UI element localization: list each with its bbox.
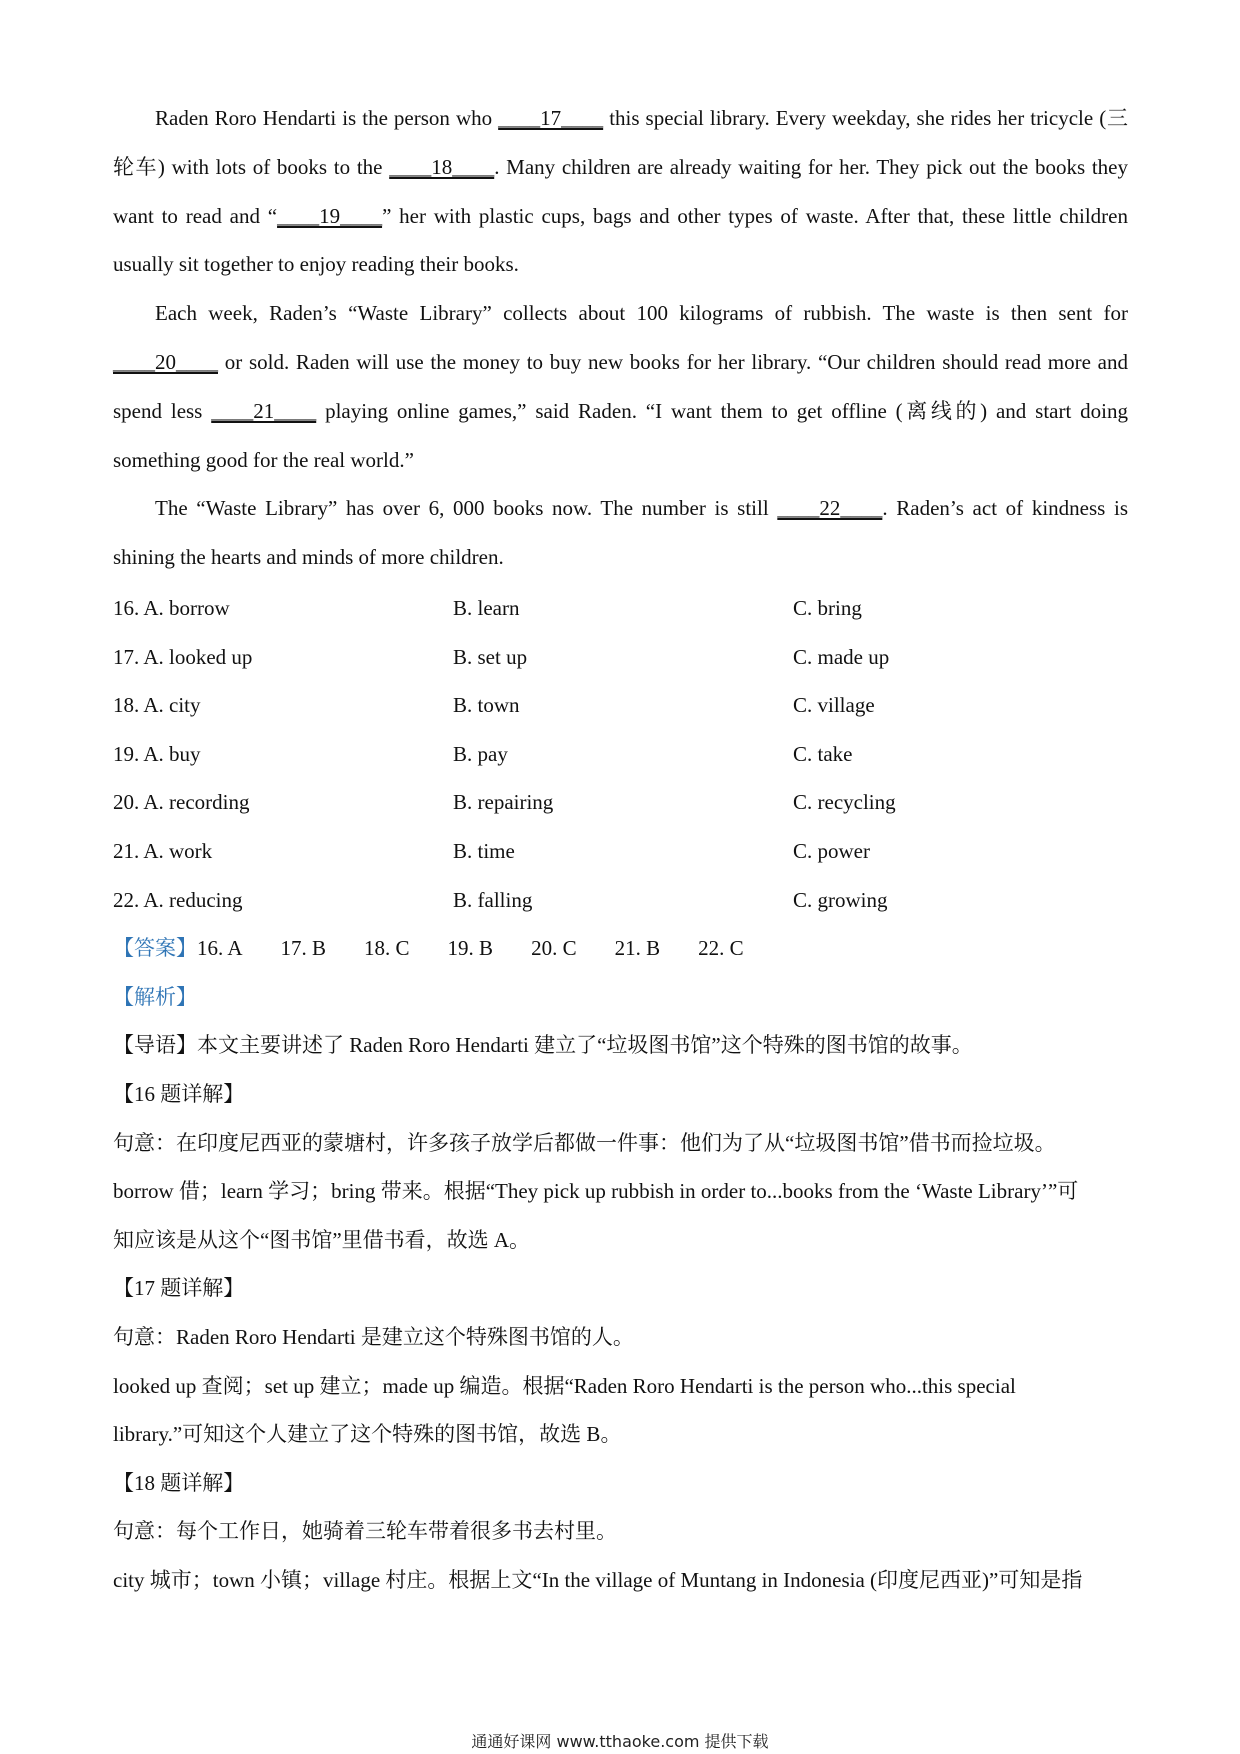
q18-heading: 【18 题详解】 — [113, 1470, 245, 1495]
option-c: C. recycling — [793, 790, 896, 815]
option-row — [113, 730, 1128, 779]
option-a: 20. A. recording — [113, 790, 250, 815]
blank-21: ____21____ — [211, 398, 317, 423]
q18-line: 句意：每个工作日，她骑着三轮车带着很多书去村里。 — [113, 1519, 617, 1544]
passage-text: Each week, Raden’s “Waste Library” collects about 100 kilograms of rubbish. The waste is then sent for — [155, 301, 1128, 326]
option-c: C. village — [793, 693, 875, 718]
option-c: C. made up — [793, 644, 890, 669]
option-row — [113, 778, 1128, 827]
option-row — [113, 876, 1128, 925]
q17-line: library.”可知这个人建立了这个特殊的图书馆，故选 B。 — [113, 1422, 622, 1447]
passage — [113, 94, 1128, 582]
option-b: B. town — [453, 693, 520, 718]
q17-line: 句意：Raden Roro Hendarti 是建立这个特殊图书馆的人。 — [113, 1324, 634, 1349]
passage-paragraph-2 — [113, 289, 1128, 484]
option-c: C. power — [793, 838, 870, 863]
q16-line: 知应该是从这个“图书馆”里借书看，故选 A。 — [113, 1227, 531, 1252]
option-b: B. time — [453, 838, 515, 863]
option-row — [113, 827, 1128, 876]
answer-item: 19. B — [447, 936, 494, 961]
passage-text: ” her with plastic cups, bags and other types of waste. After that, these little children usually sit together to enjoy reading their books. — [113, 203, 1128, 277]
answer-item: 17. B — [280, 936, 327, 961]
option-c: C. take — [793, 741, 853, 766]
answer-label: 【答案】 — [113, 936, 197, 961]
option-a: 21. A. work — [113, 838, 213, 863]
blank-17: ____17____ — [498, 106, 604, 130]
answer-item: 22. C — [698, 936, 744, 961]
guide-text: 【导语】本文主要讲述了 Raden Roro Hendarti 建立了“垃圾图书馆”这个特殊的图书馆的故事。 — [113, 1033, 973, 1058]
q17-heading: 【17 题详解】 — [113, 1276, 245, 1301]
option-a: 18. A. city — [113, 693, 201, 718]
passage-text: or sold. Raden will use the money to buy new books for her library. “Our children should read more and spend less — [113, 349, 1128, 423]
answer-item: 21. B — [614, 936, 661, 961]
option-a: 22. A. reducing — [113, 887, 243, 912]
passage-text: this special library. Every weekday, she rides her tricycle (三轮车) with lots of books to the — [113, 106, 1128, 179]
option-b: B. set up — [453, 644, 528, 669]
option-b: B. learn — [453, 596, 520, 620]
passage-text: The “Waste Library” has over 6, 000 books now. The number is still — [155, 496, 778, 521]
q16-line: borrow 借；learn 学习；bring 带来。根据“They pick up rubbish in order to...books from the ‘Waste Library’”可 — [113, 1179, 1079, 1204]
passage-paragraph-3 — [113, 484, 1128, 582]
options-list — [113, 584, 1128, 1604]
q18-line: city 城市；town 小镇；village 村庄。根据上文“In the village of Muntang in Indonesia (印度尼西亚)”可知是指 — [113, 1567, 1083, 1592]
option-a: 19. A. buy — [113, 741, 201, 766]
option-c: C. growing — [793, 887, 888, 912]
passage-paragraph-1 — [113, 94, 1128, 289]
footer-credit: 通通好课网 www.tthaoke.com 提供下载 — [471, 1732, 769, 1751]
blank-22: ____22____ — [777, 496, 883, 521]
blank-19: ____19____ — [277, 203, 383, 228]
option-row — [113, 681, 1128, 730]
option-b: B. pay — [453, 741, 508, 766]
option-a: 16. A. borrow — [113, 596, 230, 620]
blank-20: ____20____ — [113, 349, 218, 374]
answer-line — [113, 924, 1128, 973]
passage-text: Raden Roro Hendarti is the person who — [155, 106, 499, 130]
q16-heading: 【16 题详解】 — [113, 1081, 245, 1106]
answer-item: 16. A — [197, 936, 243, 961]
option-row — [113, 633, 1128, 682]
option-row — [113, 584, 1128, 633]
answer-item: 18. C — [364, 936, 410, 961]
option-b: B. repairing — [453, 790, 554, 815]
option-a: 17. A. looked up — [113, 644, 253, 669]
passage-text: playing online games,” said Raden. “I want them to get offline (离线的) and start doing something good for the real world.” — [113, 398, 1128, 472]
q16-line: 句意：在印度尼西亚的蒙塘村，许多孩子放学后都做一件事：他们为了从“垃圾图书馆”借书而捡垃圾。 — [113, 1130, 1056, 1155]
blank-18: ____18____ — [389, 154, 495, 179]
option-b: B. falling — [453, 887, 533, 912]
analysis-label: 【解析】 — [113, 984, 197, 1009]
option-c: C. bring — [793, 596, 862, 620]
passage-text: . Many children are already waiting for her. They pick out the books they want to read and “ — [113, 154, 1128, 228]
answer-item: 20. C — [531, 936, 577, 961]
q17-line: looked up 查阅；set up 建立；made up 编造。根据“Raden Roro Hendarti is the person who...this special — [113, 1373, 1016, 1398]
passage-text: . Raden’s act of kindness is shining the hearts and minds of more children. — [113, 496, 1128, 570]
